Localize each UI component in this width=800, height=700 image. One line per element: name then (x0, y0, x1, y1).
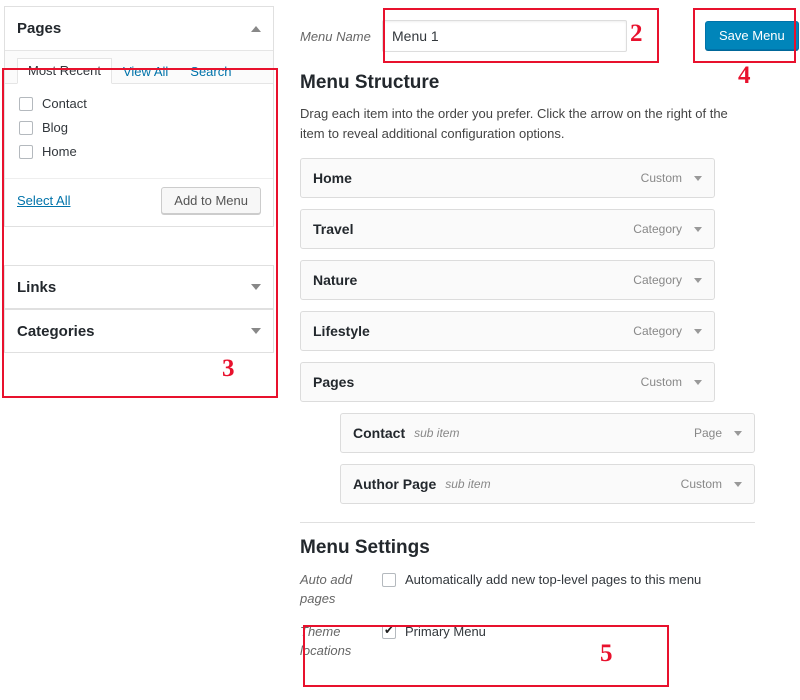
add-to-menu-button[interactable]: Add to Menu (161, 187, 261, 214)
menu-item-label: Author Page (353, 476, 437, 493)
pages-metabox-title: Pages (17, 20, 62, 37)
tab-search[interactable]: Search (190, 64, 232, 79)
save-menu-button[interactable]: Save Menu (705, 21, 799, 50)
list-item-label: Blog (42, 120, 69, 135)
add-menu-items-panel (0, 0, 281, 700)
annotation-number-3: 3 (222, 355, 235, 382)
pages-metabox-footer (5, 178, 273, 226)
chevron-down-icon[interactable] (734, 482, 742, 487)
checkbox-auto-add-pages[interactable] (382, 573, 396, 587)
list-item[interactable] (19, 120, 259, 135)
annotation-number-5: 5 (600, 640, 613, 667)
list-item[interactable] (19, 144, 259, 159)
menu-item-type: Category (633, 273, 682, 288)
chevron-down-icon[interactable] (694, 380, 702, 385)
tab-most-recent[interactable]: Most Recent (17, 58, 112, 84)
chevron-down-icon[interactable] (694, 278, 702, 283)
list-item-label: Home (42, 144, 77, 159)
links-metabox[interactable] (4, 265, 274, 309)
auto-add-pages-label: Auto add pages (300, 572, 353, 607)
menu-editor-panel (300, 0, 800, 700)
menu-item-type: Category (633, 222, 682, 237)
chevron-down-icon[interactable] (694, 227, 702, 232)
menu-item-pages[interactable] (300, 362, 715, 402)
menu-item-label: Home (313, 170, 352, 187)
chevron-down-icon[interactable] (734, 431, 742, 436)
select-all-link[interactable]: Select All (17, 193, 71, 208)
menu-settings-title: Menu Settings (300, 537, 430, 559)
menu-item-nature[interactable] (300, 260, 715, 300)
pages-tabs (5, 51, 273, 84)
menu-name-label: Menu Name (300, 28, 371, 44)
divider (300, 522, 755, 523)
menu-item-type: Page (693, 426, 722, 441)
menu-item-label: Lifestyle (313, 323, 370, 340)
theme-locations-row (300, 623, 800, 661)
pages-metabox-header[interactable] (5, 7, 273, 51)
annotation-number-2: 2 (630, 20, 643, 47)
categories-metabox-title: Categories (17, 322, 95, 340)
primary-menu-checkbox-label: Primary Menu (405, 623, 486, 639)
links-metabox-title: Links (17, 278, 57, 296)
menu-item-contact[interactable] (340, 413, 755, 453)
menu-structure-help: Drag each item into the order you prefer. Click the arrow on the right of the item to reveal additional configuration options. (300, 106, 728, 142)
menu-item-label: Nature (313, 272, 358, 289)
menu-name-input[interactable] (382, 20, 627, 52)
chevron-down-icon[interactable] (694, 176, 702, 181)
menu-item-home[interactable] (300, 158, 715, 198)
pages-metabox (4, 6, 274, 227)
checkbox-primary-menu[interactable] (382, 625, 396, 639)
menu-structure-title: Menu Structure (300, 72, 440, 93)
menu-item-type: Custom (640, 375, 682, 390)
menu-item-label: Pages (313, 374, 355, 391)
chevron-down-icon[interactable] (251, 284, 261, 290)
categories-metabox[interactable] (4, 309, 274, 353)
list-item[interactable] (19, 96, 259, 111)
menu-item-type: Category (633, 324, 682, 339)
menu-item-label: Travel (313, 221, 354, 238)
menu-item-sub-note: sub item (414, 426, 460, 441)
auto-add-pages-checkbox-label: Automatically add new top-level pages to this menu (405, 572, 702, 588)
tab-view-all[interactable]: View All (122, 64, 169, 79)
menu-items-list (300, 158, 800, 504)
annotation-number-4: 4 (738, 62, 751, 89)
menu-item-lifestyle[interactable] (300, 311, 715, 351)
auto-add-pages-control[interactable] (382, 571, 701, 587)
chevron-down-icon[interactable] (694, 329, 702, 334)
auto-add-pages-row (300, 571, 800, 609)
checkbox-contact[interactable] (19, 97, 33, 111)
pages-checklist (5, 84, 273, 178)
menu-item-type: Custom (640, 171, 682, 186)
menu-item-travel[interactable] (300, 209, 715, 249)
list-item-label: Contact (42, 96, 87, 111)
checkbox-blog[interactable] (19, 121, 33, 135)
menu-item-author-page[interactable] (340, 464, 755, 504)
checkbox-home[interactable] (19, 145, 33, 159)
menu-item-sub-note: sub item (445, 477, 491, 492)
chevron-up-icon[interactable] (251, 26, 261, 32)
theme-locations-control[interactable] (382, 623, 486, 639)
menu-item-label: Contact (353, 425, 406, 442)
menu-item-type: Custom (680, 477, 722, 492)
chevron-down-icon[interactable] (251, 328, 261, 334)
theme-locations-label: Theme locations (300, 623, 352, 658)
